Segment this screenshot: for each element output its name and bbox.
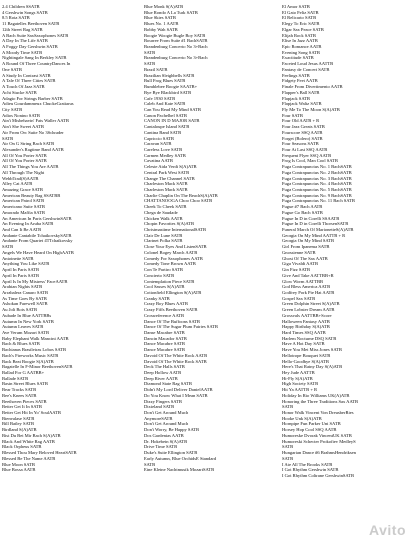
catalog-entry: Flapjack SATB	[282, 95, 310, 101]
catalog-entry: Bist Du Bei Mir Bach S(A)ATB	[2, 432, 61, 438]
catalog-column-1	[2, 4, 138, 473]
catalog-entry: Charleston Mack SATB	[144, 187, 188, 192]
catalog-entry: Fuga Contrapunctus No. 3 BachSATB	[282, 175, 352, 181]
catalog-entry: Arrabalera Canaro SATB	[2, 289, 48, 295]
catalog-entry: Frequent Flyer SSQ AATB	[282, 152, 332, 158]
catalog-entry: SATB	[144, 61, 156, 67]
catalog-entry: Fuga Contrapunctus No. 4 BachSATB	[282, 181, 352, 187]
catalog-entry: Hungarian Dance #6 BrahmsHendriksen	[282, 450, 356, 456]
catalog-entry: Black And White Rag AATB	[2, 438, 55, 444]
catalog-entry: Dance Of The Sugar Plum Fairies SATB	[144, 324, 218, 330]
catalog-entry: Harlem Nocturne DSQ SATB	[282, 335, 337, 341]
catalog-entry: Humoreski Schecter Prokofiev MedleyS	[282, 438, 356, 444]
catalog-entry: El Amor SATB	[282, 4, 310, 9]
catalog-entry: Caravan SATB	[144, 141, 172, 147]
catalog-entry: Girl From Ipanema SATB	[282, 244, 330, 250]
catalog-entry: Adagio For Strings Barber SATB	[2, 95, 63, 101]
catalog-entry: Evening Song SATB	[282, 49, 320, 55]
catalog-entry: Feelings SATB	[282, 72, 310, 78]
catalog-entry: All Through The Night	[2, 169, 45, 175]
catalog-entry: Au Joli Bois SATB	[2, 307, 38, 313]
catalog-entry: Autumn In New York SATB	[2, 318, 54, 324]
catalog-entry: Brandenburg Concerto No 3+Bach	[144, 44, 208, 50]
catalog-entry: Christmastime InternationalSATB	[144, 227, 207, 233]
catalog-entry: Bill Bailey SATB	[2, 421, 35, 427]
catalog-entry: Hard Times SSQ AATB	[282, 329, 326, 335]
catalog-entry: Happy Birthday S(A)ATB	[282, 324, 330, 330]
catalog-entry: April Is In My Mistress' FaceAATB	[2, 278, 68, 284]
catalog-entry: Better Get It In SATB	[2, 404, 42, 410]
catalog-entry: Birdland S(A)ATB	[2, 427, 37, 433]
catalog-entry: Green Lobster Dream AATB	[282, 307, 335, 313]
catalog-entry: Boogie Woogie Bugle Boy SATB	[144, 32, 206, 38]
catalog-entry: An Evening In Aruba SATB	[2, 221, 54, 227]
catalog-entry: Elegy To Eric SATB	[282, 21, 320, 27]
catalog-entry: Amorado Maffia SATB	[2, 209, 45, 215]
catalog-entry: Celeste Aida Verdi S(A)ATB	[144, 164, 197, 170]
catalog-entry: Fuga Contrapunctus No. 11 Bach SATB	[282, 198, 355, 204]
catalog-entry: Bye Bye Blackbird SATB	[144, 89, 192, 95]
catalog-entry: Giga Vivaldi AATB	[282, 261, 319, 267]
catalog-entry: Brazilian Sleighbells SATB	[144, 72, 195, 78]
catalog-entry: Close Your Eyes And ListenSATB	[144, 244, 207, 250]
catalog-entry: Bobby Wah SATB	[144, 26, 178, 32]
catalog-entry: Ain't She Sweet AATB	[2, 124, 44, 130]
catalog-entry: And Can It Be AATB	[2, 227, 42, 233]
catalog-entry: Central Park West SATB	[144, 169, 190, 175]
catalog-entry: Exactitude SATB	[282, 55, 314, 61]
catalog-entry: April In Paris SATB	[2, 272, 40, 278]
catalog-entry: Fuga Contrapunctus No. 2 BachSATB	[282, 169, 352, 175]
catalog-entry: Antoinette SATB	[2, 255, 34, 261]
catalog-entry: Charleston Mack SATB	[144, 181, 188, 187]
catalog-entry: Danse Macabre SATB	[144, 329, 185, 335]
catalog-entry: Concierto SATB	[144, 272, 175, 278]
catalog-entry: Four Old AATB + R	[282, 118, 320, 124]
catalog-entry: Change The Channel SATB	[144, 175, 195, 181]
catalog-entry: Here's That Rainy Day S(A)ATB	[282, 364, 343, 370]
catalog-entry: One SATB	[2, 66, 22, 72]
catalog-entry: Don't Get Around Much	[144, 421, 189, 427]
catalog-entry: Bear Tracks SATB	[2, 387, 37, 393]
catalog-entry: Fugue Go Bach SATB	[282, 209, 323, 215]
catalog-entry: Dizzy Fingers SATB	[144, 398, 182, 404]
catalog-entry: Angels We Have Heard On HighAATB	[2, 249, 74, 255]
catalog-entry: Ballade SATB	[2, 375, 29, 381]
catalog-entry: Elgar Sax Peace SATB	[282, 26, 324, 32]
catalog-entry: Cranky SATB	[144, 295, 170, 301]
catalog-entry: Cavatina AATB	[144, 158, 173, 164]
catalog-entry: Capriccio SATB	[144, 135, 174, 141]
catalog-entry: Hooke Unk S(A)ATB	[282, 415, 322, 421]
catalog-entry: SATB	[144, 49, 156, 55]
catalog-entry: Aubade In Blue AATTBBs	[2, 312, 52, 318]
catalog-entry: Flapjack Waltz SATB	[282, 101, 322, 107]
catalog-entry: Georgia On My Mind SATB	[282, 238, 335, 244]
catalog-entry: Ashokan Farewell SATB	[2, 301, 48, 307]
catalog-entry: CHATTANOOGA Choo Choo SATB	[144, 198, 213, 204]
catalog-entry: Fidgety Feet AATB	[282, 78, 318, 84]
catalog-entry: Have You Met Miss Jones SATB	[282, 347, 342, 353]
catalog-entry: Epic Romance AATB	[282, 44, 322, 50]
catalog-entry: Georgia On My Mind AATTB + R	[282, 232, 346, 238]
catalog-entry: Crazy Boy Blues AATB	[144, 301, 188, 307]
catalog-entry: Bourree From Suite #1 BachSATB	[144, 38, 208, 44]
catalog-entry: Canon Pachelbel SATB	[144, 112, 187, 118]
catalog-entry: April In Paris SATB	[2, 267, 40, 273]
catalog-entry: SATB	[282, 404, 294, 410]
catalog-entry: Carmen Medley SATB	[144, 152, 186, 158]
catalog-entry: Glow Worm AATTBB	[282, 278, 324, 284]
catalog-entry: Blue Monk S(A)ATB	[144, 4, 184, 9]
catalog-entry: Amazing Grace SATB	[2, 187, 43, 192]
catalog-entry: Acht Stucke SATB	[2, 89, 37, 95]
catalog-entry: Clarinet Polka SATB	[144, 238, 183, 244]
catalog-column-3	[282, 4, 410, 479]
catalog-entry: 4 Gershwin Songs SATB	[2, 9, 48, 15]
catalog-entry: Cheek To Cheek SATB	[144, 204, 187, 210]
catalog-entry: Halloween Fantasy AATB	[282, 318, 330, 324]
catalog-entry: Con Te Partiro SATB	[144, 267, 183, 273]
catalog-entry: Blessed Be The Name AATB	[2, 455, 56, 461]
catalog-entry: Honoring the Three Traditions Sax AATB	[282, 398, 359, 404]
catalog-entry: 11 Bagatelles Beethoven SATB	[2, 21, 60, 27]
catalog-entry: Baby Elephant Walk Mancini AATB	[2, 335, 69, 341]
catalog-entry: Blue Rondo A La Turk SATB	[144, 9, 198, 15]
catalog-entry: Early Autumn, Blue OrchidsE Standard	[144, 455, 217, 461]
catalog-entry: Dance Of The Buffoons SATB	[144, 318, 200, 324]
catalog-entry: Clair De Lune SATB	[144, 232, 183, 238]
catalog-entry: Cantaloupe Island SATB	[144, 124, 190, 130]
catalog-entry: Davoid Of The White Rock SATB	[144, 358, 207, 364]
catalog-entry: Holiday In Rio Williams UK(A)ATB	[282, 392, 350, 398]
catalog-entry: Dance Macabre SATB	[144, 347, 185, 353]
catalog-entry: Alexander's Ragtime Band AATB	[2, 146, 64, 152]
catalog-entry: Fly Me To The Moon S(A)ATB	[282, 106, 340, 112]
catalog-entry: Elijah Rock SATB	[282, 32, 316, 38]
catalog-entry: All Of You Porter SATB	[2, 152, 47, 158]
catalog-entry: Chega de Saudade	[144, 209, 178, 215]
catalog-entry: Elise In Jazz AATB	[282, 38, 318, 44]
catalog-entry: Hi-Fly S(A)ATB	[282, 375, 313, 381]
catalog-entry: American Beauty Rag SSATBB	[2, 192, 61, 198]
catalog-entry: Blessed Thou Mary Beloved HeartSATB	[2, 450, 77, 456]
catalog-entry: Fugue In D in Corelli ThorsenSATB	[282, 221, 349, 227]
catalog-entry: Ain't Misbehavin' Fats Waller AATB	[2, 118, 69, 124]
catalog-entry: Adios Nonino SATB	[2, 112, 40, 118]
catalog-entry: Better Get Hit In Yo' SoulAATB	[2, 410, 61, 416]
catalog-entry: Ghost Of The Sax AATB	[282, 255, 328, 261]
catalog-entry: Didn't My Lord Deliver DanielAATB	[144, 387, 213, 393]
catalog-entry: Dr. Hokebein S(A)ATB	[144, 438, 188, 444]
catalog-entry: Beethoven Pieces SATB	[2, 398, 47, 404]
catalog-entry: Brandenburg Concerto No 3+Bach	[144, 55, 208, 61]
catalog-entry: Don't Worry, Be Happy SATB	[144, 427, 200, 433]
catalog-entry: Flapper's Ball SATB	[282, 89, 320, 95]
catalog-entry: Bumblebee Boogie SAATB+	[144, 84, 198, 90]
catalog-entry: Caleb And Kate SATB	[144, 101, 186, 107]
catalog-entry: Cantina Band SATB	[144, 129, 182, 135]
catalog-entry: Autumn Leaves SATB	[2, 324, 44, 330]
catalog-entry: Anything You Like SATB	[2, 261, 50, 267]
catalog-entry: Fuga Contrapunctus No. 5 BachSATB	[282, 187, 352, 192]
catalog-entry: A Moody Time SATB	[2, 49, 43, 55]
catalog-entry: Deep River AATB	[144, 375, 178, 381]
catalog-entry: City SATB	[2, 106, 23, 112]
catalog-entry: Brazil SATB	[144, 66, 168, 72]
catalog-entry: Dos Gardenias AATB	[144, 432, 184, 438]
catalog-entry: Gnossienne SATB	[282, 249, 316, 255]
catalog-entry: Hey Jude AATTB	[282, 370, 315, 375]
catalog-entry: All Of You Porter SATB	[2, 158, 47, 164]
catalog-entry: Duke's Suite Ellington SATB	[144, 450, 198, 456]
catalog-entry: Cafe 1930 SATB	[144, 95, 176, 101]
avito-watermark: Avito	[369, 522, 406, 538]
catalog-entry: Diamond State Rag SATB	[144, 381, 192, 387]
catalog-entry: Four SATB	[282, 112, 303, 118]
catalog-entry: Green Dolphin Street S(A)ATB	[282, 301, 340, 307]
catalog-entry: Can You Read My Mind SATB	[144, 106, 201, 112]
catalog-entry: Gospel Sax SATB	[282, 295, 316, 301]
catalog-entry: Fugue In D in Corelli SSAATB	[282, 215, 340, 221]
catalog-entry: Basin Street Blues SATB	[2, 381, 48, 387]
catalog-entry: Fantasy de Concert SATB	[282, 66, 330, 72]
catalog-entry: Davoid Of The White Rock AATB	[144, 352, 208, 358]
catalog-entry: Bienvalase SATB	[2, 415, 35, 421]
catalog-entry: All The Things You Are AATB	[2, 164, 59, 170]
catalog-entry: Ballad For G AATBB+	[2, 370, 45, 375]
catalog-entry: Adieu Gourdammeux ChuckeGratiarus	[2, 101, 74, 107]
catalog-entry: Fugue #7 Bach AATB	[282, 204, 323, 210]
catalog-entry: Alley Cat AATB	[2, 181, 33, 187]
catalog-entry: Careless Love SATB	[144, 146, 183, 152]
catalog-entry: Don't Get Around Much	[144, 410, 189, 416]
catalog-entry: Gin Fizz SATB	[282, 267, 311, 273]
catalog-entry: 8.5 Rota SATB	[2, 15, 30, 21]
catalog-entry: El Gato Feliz SATB	[282, 9, 319, 15]
catalog-entry: Cool Sasses S(A)ATB	[144, 284, 185, 290]
catalog-entry: A Foggy Day Gershwin SATB	[2, 44, 58, 50]
catalog-entry: Bach & Blues SATB	[2, 341, 40, 347]
catalog-entry: Ave Verum Mozart SATB	[2, 329, 49, 335]
catalog-entry: A Day In The Life SATB	[2, 38, 48, 44]
catalog-entry: WebbTrad(S)AATB	[2, 175, 39, 181]
catalog-entry: Hellotrope Bouquet SATB	[282, 352, 331, 358]
catalog-entry: AnymoreSATB	[144, 415, 173, 421]
catalog-entry: Grossvals AATTBB+Score	[282, 312, 332, 318]
catalog-entry: CANON IN D MAJOR SATB	[144, 118, 200, 124]
catalog-entry: A Tale Of Three Cities SATB	[2, 78, 56, 84]
catalog-entry: Nightingale Sang In Berkley SATB	[2, 55, 67, 61]
catalog-entry: SATB	[2, 244, 14, 250]
catalog-entry: Bagatelle In F-Minor BeethovenSATB	[2, 364, 73, 370]
catalog-entry: Hit Ya AATTB + R	[282, 387, 318, 393]
catalog-entry: As Time Goes By SATB	[2, 295, 47, 301]
catalog-entry: A Round Of Three CountryDances In	[2, 61, 71, 67]
catalog-entry: A Bach Suite SaxSaxophones SATB	[2, 32, 69, 38]
catalog-entry: Fourscore SSQ AATB	[282, 129, 323, 135]
catalog-entry: Blues No. 1 AATB	[144, 21, 179, 27]
catalog-entry: Horsey Hop Cool SSQ AATB	[282, 427, 337, 433]
catalog-entry: 12th Street Rag SATB	[2, 26, 43, 32]
catalog-entry: Bach's Fireworks Music SATB	[2, 352, 59, 358]
catalog-entry: Hornpipe Fun Parker Uni SATB	[282, 421, 341, 427]
catalog-entry: Chicken Walk AATB	[144, 215, 183, 221]
catalog-entry: Fuga Contrapunctus No. 9 BachSATB	[282, 192, 352, 198]
catalog-entry: El Relicario SATB	[282, 15, 317, 21]
catalog-entry: A Touch Of Jazz SATB	[2, 84, 45, 90]
catalog-entry: Finale From Divertimento AATB	[282, 84, 343, 90]
catalog-entry: Give And Take AATTBB+R	[282, 272, 334, 278]
catalog-entry: Dance Macabre SATB	[144, 341, 185, 347]
catalog-entry: Honor Walk Vincent Von DreusberRies	[282, 410, 354, 416]
catalog-entry: Chopin Favorites S(A)ATB	[144, 221, 195, 227]
catalog-entry: Frog Is Cool, Man Cool SATB	[282, 158, 338, 164]
catalog-column-2	[144, 4, 276, 473]
catalog-entry: Contemplation Piece SATB	[144, 278, 195, 284]
catalog-entry: Andante From Quartet 4TTchaikovsky	[2, 238, 73, 244]
catalog-entry: Do You Know What I Mean SATB	[144, 392, 208, 398]
catalog-entry: Air On G String Bach SATB	[2, 141, 55, 147]
catalog-entry: Blue Moon SATB	[2, 461, 35, 467]
catalog-entry: SATB	[282, 444, 294, 450]
catalog-entry: God Bless America AATB	[282, 284, 331, 290]
catalog-entry: SATB	[144, 461, 156, 467]
catalog-entry: Eine Kleine Nachtmusik MozartSATB	[144, 467, 215, 473]
catalog-entry: Cottonfield Ellington S(A)ATB	[144, 289, 202, 295]
catalog-entry: Dancin Macador SATB	[144, 335, 187, 341]
catalog-entry: Four At Last SSQ AATB	[282, 146, 328, 152]
catalog-entry: Godfrey Pork Pie Hat AATB	[282, 289, 335, 295]
catalog-entry: Have A Hot Day SATB	[282, 341, 325, 347]
catalog-entry: Andante Cantabile TchaikovskySATB	[2, 232, 72, 238]
catalog-entry: American Patrol SATB	[2, 198, 45, 204]
catalog-entry: Funeral March Of MarionetteS(A)ATB	[282, 227, 354, 233]
catalog-entry: Crossreference AATB	[144, 312, 185, 318]
catalog-entry: Bee's Knees SATB	[2, 392, 37, 398]
catalog-entry: Forget (Bolero) SATB	[282, 135, 323, 141]
catalog-entry: Black Orpheus SATB	[2, 444, 42, 450]
catalog-entry: SATB	[2, 135, 14, 141]
catalog-entry: Bachianas Brasileiras Lobos SATB	[2, 347, 67, 353]
catalog-entry: Blue Bossa AATB	[2, 467, 36, 473]
catalog-entry: Blue Skies SATB	[144, 15, 176, 21]
catalog-entry: Comedy For Saxophones AATB	[144, 255, 203, 261]
catalog-entry: Dixieland SATB	[144, 404, 175, 410]
catalog-entry: Comedy Tone Brown AATB	[144, 261, 196, 267]
catalog-entry: Air From Orc Suite No 3Schrader	[2, 129, 64, 135]
catalog-entry: Deep Hollow AATB	[144, 370, 182, 375]
catalog-entry: Four Seasons SATB	[282, 141, 319, 147]
catalog-entry: Bull Frog Blues SATB	[144, 78, 186, 84]
catalog-entry: Charlie Chaplin On The BeachS(A)ATB	[144, 192, 218, 198]
catalog-entry: Humoreske Dvorak VincentUK SATB	[282, 432, 352, 438]
catalog-entry: I Got Rhythm Gershwin SATB	[282, 467, 339, 473]
catalog-entry: I Ate All The Brooks SATB	[282, 461, 333, 467]
catalog-entry: 2.4 Children SSATB	[2, 4, 40, 9]
catalog-entry: An American In Paris GershwinSATB	[2, 215, 72, 221]
catalog-entry: Fuga Contrapunctus No. 1 BachSATB	[282, 164, 352, 170]
catalog-entry: Arabian Nights SATB	[2, 284, 43, 290]
catalog-entry: Four Jazz Greats SATB	[282, 124, 325, 130]
catalog-entry: Back Beat Boogie S(A)ATB	[2, 358, 54, 364]
catalog-entry: A Study In Contrast SATB	[2, 72, 51, 78]
catalog-entry: Hello-Goodbye S(A)ATB	[282, 358, 329, 364]
catalog-entry: Americano Suite SATB	[2, 204, 45, 210]
catalog-entry: Colonel Bogey March AATB	[144, 249, 198, 255]
catalog-entry: High Society SATB	[282, 381, 319, 387]
catalog-entry: Drive Time SATB	[144, 444, 178, 450]
catalog-entry: I Got Rhythm Coltrane GershwinSATB	[282, 472, 355, 478]
catalog-entry: Faceted Loud Jesus AATTB	[282, 61, 334, 67]
catalog-entry: Deck The Halls SATB	[144, 364, 185, 370]
catalog-entry: SATB	[282, 455, 294, 461]
catalog-entry: Crazy Fiffs Beethoven SATB	[144, 307, 198, 313]
